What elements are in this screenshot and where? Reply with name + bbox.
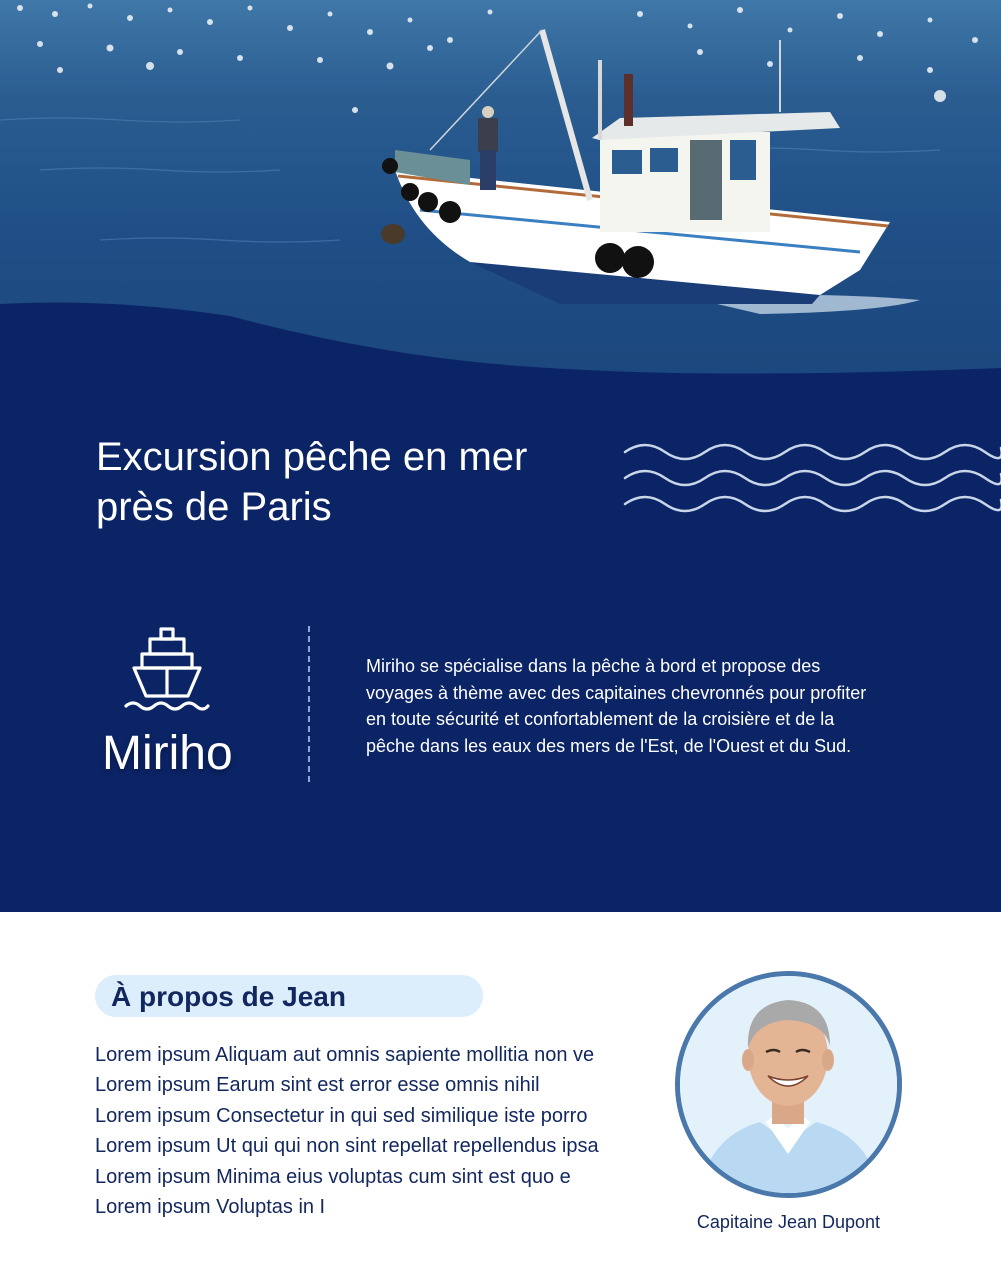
- brand-name: Miriho: [102, 727, 233, 780]
- title-line-2: près de Paris: [96, 485, 332, 529]
- about-line: Lorem ipsum Voluptas in I: [95, 1195, 326, 1218]
- title-line-1: Excursion pêche en mer: [96, 435, 528, 479]
- waves-decoration: [623, 440, 1001, 516]
- captain-caption: Capitaine Jean Dupont: [696, 1212, 881, 1232]
- brand-description: [366, 653, 936, 759]
- about-line: Lorem ipsum Minima eius voluptas cum sint est quo e: [95, 1165, 571, 1188]
- navy-band: [0, 300, 1001, 912]
- vertical-divider: [308, 626, 310, 782]
- about-line: Lorem ipsum Ut qui qui non sint repellat repellendus ipsa: [95, 1135, 599, 1158]
- description-line: en toute sécurité et confortablement de la croisière et de la: [366, 709, 835, 729]
- captain-portrait: [675, 971, 902, 1198]
- about-line: Lorem ipsum Consectetur in qui sed similique iste porro: [95, 1104, 588, 1127]
- ship-icon: [124, 626, 210, 712]
- description-line: voyages à thème avec des capitaines chevronnés pour profiter: [366, 682, 867, 703]
- page-title: [96, 432, 596, 532]
- description-line: pêche dans les eaux des mers de l'Est, de l'Ouest et du Sud.: [366, 735, 852, 756]
- about-line: Lorem ipsum Aliquam aut omnis sapiente mollitia non ve: [95, 1044, 595, 1066]
- description-line: Miriho se spécialise dans la pêche à bord et propose des: [366, 656, 821, 676]
- about-line: Lorem ipsum Earum sint est error esse omnis nihil: [95, 1074, 540, 1097]
- about-heading: À propos de Jean: [111, 981, 346, 1012]
- about-text: [95, 1040, 655, 1222]
- captain-portrait-image: [680, 976, 897, 1193]
